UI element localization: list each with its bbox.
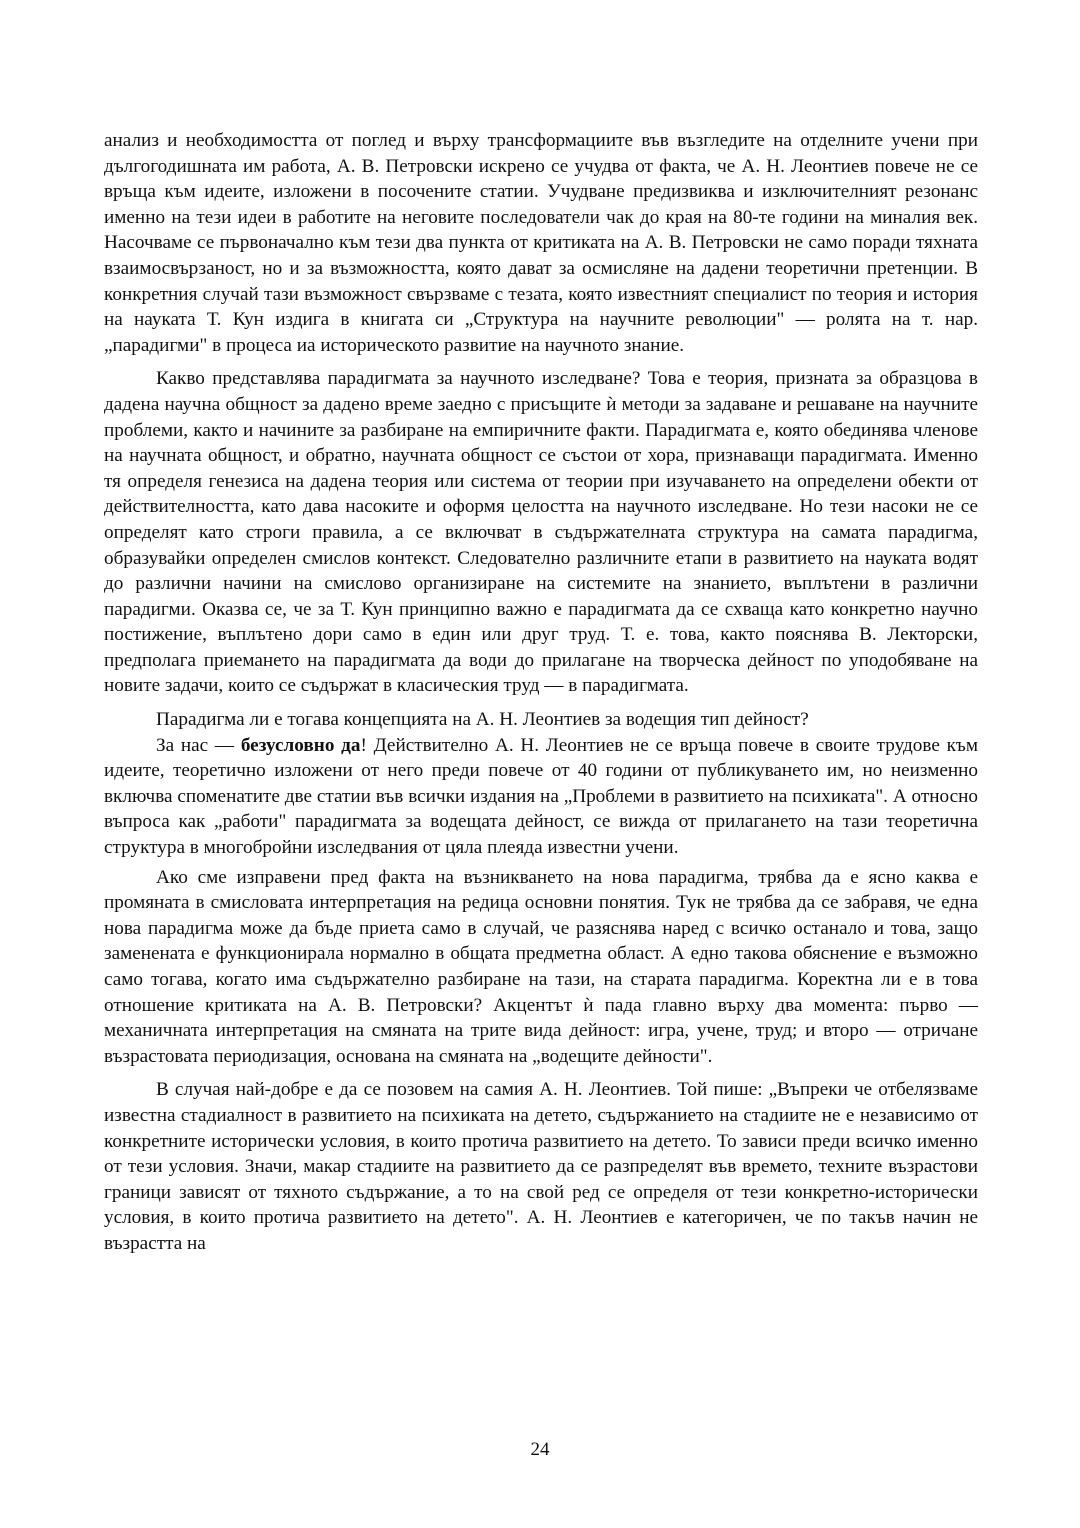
paragraph-5: Ако сме изправени пред факта на възникването на нова парадигма, трябва да е ясно каква е промяната в смисловата интерпретация на редица основни понятия. Тук не трябва да се забравя, че една нова парадигма може да бъде приета само в случай, че разяснява наред с всичко останало и това, защо заменената е функционирала нормално в общата предметна област. А едно такова обяснение е възможно само тогава, когато има съдържателно разбиране на тази, на старата парадигма. Коректна ли е в това отношение критиката на А. В. Петровски? Акцентът ѝ пада главно върху два момента: първо — механичната интерпретация на смяната на трите вида дейност: игра, учене, труд; и второ — отричане възрастовата периодизация, основана на смяната на „водещите дейности". xyxy=(104,866,978,1067)
paragraph-3: Парадигма ли е тогава концепцията на А. Н. Леонтиев за водещия тип дейност? xyxy=(156,709,809,731)
paragraph-4 xyxy=(104,733,978,861)
page-body xyxy=(104,128,978,1257)
page-number: 24 xyxy=(530,1439,550,1460)
paragraph-2: Какво представлява парадигмата за научното изследване? Това е теория, призната за образцова в дадена научна общност за дадено време заедно с присъщите ѝ методи за задаване и решаване на научните проблеми, както и начините за разбиране на емпиричните факти. Парадигмата е, която обединява членове на научната общност, и обратно, научната общност се състои от хора, признаващи парадигмата. Именно тя определя генезиса на дадена теория или система от теории при изучаването на определени обекти от действителността, като дава насоките и оформя целостта на научното изследване. Но тези насоки не се определят като строги правила, а се включват в съдържателната структура на самата парадигма, образувайки определен смислов контекст. Следователно различните етапи в развитието на науката водят до различни начини на смислово организиране на системите на знанието, въплътени в различни парадигми. Оказва се, че за Т. Кун принципно важно е парадигмата да се схваща като конкретно научно постижение, въплътено дори само в един или друг труд. Т. е. това, както пояснява В. Лекторски, предполага приемането на парадигмата да води до прилагане на творческа дейност по уподобяване на новите задачи, които се съдържат в класическия труд — в парадигмата. xyxy=(104,368,978,697)
emphasis-bold: безусловно да xyxy=(240,734,361,756)
paragraph-4-text: ! Действително А. Н. Леонтиев не се връща повече в своите трудове към идеите, теоретично изложени от него преди повече от 40 години от публикуването им, но неизменно включва споменатите две статии във всички издания на „Проблеми в развитието на психиката". А относно въпроса как „работи" парадигмата за водещата дейност, се вижда от прилагането на тази теоретична структура в многобройни изследвания от цяла плеяда известни учени. xyxy=(104,734,978,859)
paragraph-6: В случая най-добре е да се позовем на самия А. Н. Леонтиев. Той пише: „Въпреки че отбелязваме известна стадиалност в развитието на психиката на детето, съдържанието на стадиите не е независимо от конкретните исторически условия, в които протича развитието на детето. То зависи преди всичко именно от тези условия. Значи, макар стадиите на развитието да се разпределят във времето, техните възрастови граници зависят от тяхното съдържание, а то на свой ред се определя от тези конкретно-исторически условия, в които протича развитието на детето". А. Н. Леонтиев е категоричен, че по такъв начин не възрастта на xyxy=(104,1079,978,1254)
paragraph-4-lead: За нас — xyxy=(156,734,241,756)
paragraph-1: анализ и необходимостта от поглед и върху трансформациите във възгледите на отделните учени при дългогодишната им работа, А. В. Петровски искрено се учудва от факта, че А. Н. Леонтиев повече не се връща към идеите, изложени в посочените статии. Учудване предизвиква и изключителният резонанс именно на тези идеи в работите на неговите последователи чак до края на 80-те години на миналия век. Насочваме се първоначално към тези два пункта от критиката на А. В. Петровски не само поради тяхната взаимосвързаност, но и за възможността, която дават за осмисляне на дадени теоретични претенции. В конкретния случай тази възможност свързваме с тезата, която известният специалист по теория и история на науката Т. Кун издига в книгата си „Структура на научните революции" — ролята на т. нар. „парадигми" в процеса иа историческото развитие на научното знание. xyxy=(104,130,978,356)
